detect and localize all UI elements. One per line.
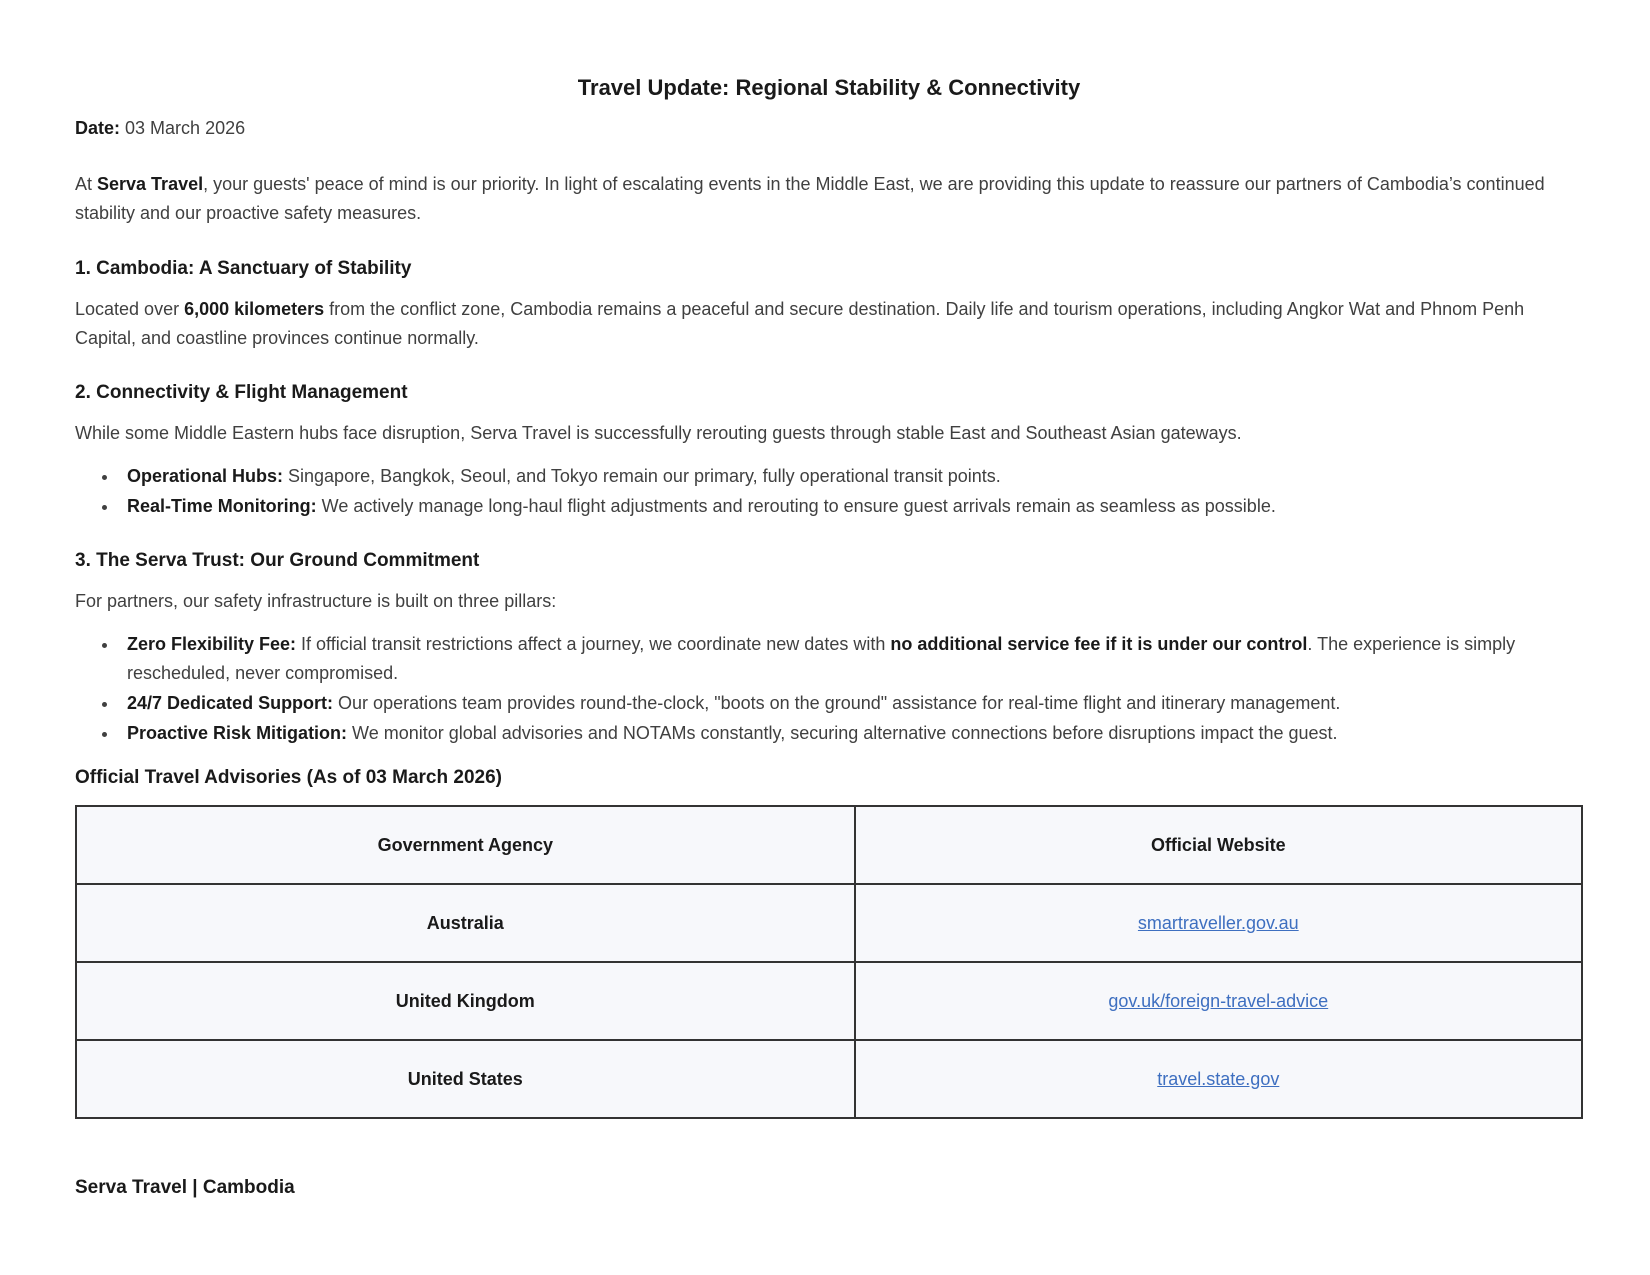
section-3-heading: 3. The Serva Trust: Our Ground Commitment [75,550,480,571]
bullet-zero-flexibility-fee [119,630,1583,688]
table-row [76,1040,1582,1118]
bullet-text: Singapore, Bangkok, Seoul, and Tokyo remain our primary, fully operational transit points. [283,466,1001,486]
website-cell [855,1040,1582,1118]
agency-australia: Australia [76,884,855,962]
intro-post: , your guests' peace of mind is our priority. In light of escalating events in the Middle East, we are providing this update to reassure our partners of Cambodia’s continued stability and our proactive safety measures. [75,174,1545,223]
section-1-text-pre: Located over [75,299,185,319]
link-travel-state-gov[interactable]: travel.state.gov [1157,1068,1280,1089]
bullet-label: Real-Time Monitoring: [127,496,317,516]
website-cell [855,884,1582,962]
bullet-proactive-risk-mitigation [119,719,1583,748]
date-line [75,114,1583,143]
bullet-text-pre: Our operations team provides round-the-clock, "boots on the ground" assistance for real-time flight and itinerary management. [333,693,1341,713]
section-2-paragraph: While some Middle Eastern hubs face disruption, Serva Travel is successfully rerouting guests through stable East and Southeast Asian gateways. [75,423,1242,443]
bullet-label: 24/7 Dedicated Support: [127,693,334,713]
link-gov-uk[interactable]: gov.uk/foreign-travel-advice [1108,990,1329,1011]
agency-united-states: United States [76,1040,855,1118]
section-1-heading: 1. Cambodia: A Sanctuary of Stability [75,258,412,279]
section-2-heading: 2. Connectivity & Flight Management [75,382,408,403]
link-smartraveller[interactable]: smartraveller.gov.au [1137,912,1299,933]
date-label: Date: [75,118,121,138]
bullet-real-time-monitoring [119,492,1583,521]
bullet-text-pre: If official transit restrictions affect a journey, we coordinate new dates with [296,634,891,654]
table-header-row [76,806,1582,884]
advisories-table [75,805,1583,1119]
table-row [76,962,1582,1040]
section-2-bullet-list [75,462,1583,521]
date-value: 03 March 2026 [125,118,246,138]
brand-name: Serva Travel [97,174,204,194]
bullet-text-bold: no additional service fee if it is under our control [890,634,1308,654]
bullet-text: We actively manage long-haul flight adjustments and rerouting to ensure guest arrivals remain as seamless as possible. [316,496,1276,516]
page-title: Travel Update: Regional Stability & Connectivity [577,75,1081,100]
document-footer: Serva Travel | Cambodia [75,1177,295,1198]
bullet-text-pre: We monitor global advisories and NOTAMs constantly, securing alternative connections before disruptions impact the guest. [347,723,1338,743]
section-1-paragraph [75,295,1583,353]
website-cell [855,962,1582,1040]
bullet-operational-hubs [119,462,1583,491]
section-1-text-post: from the conflict zone, Cambodia remains a peaceful and secure destination. Daily life and tourism operations, including Angkor Wat and Phnom Penh Capital, and coastline provinces continue normally. [75,299,1525,348]
advisories-heading: Official Travel Advisories (As of 03 March 2026) [75,767,502,788]
table-row [76,884,1582,962]
bullet-label: Zero Flexibility Fee: [127,634,297,654]
intro-pre: At [75,174,98,194]
column-header-government-agency: Government Agency [76,806,855,884]
agency-united-kingdom: United Kingdom [76,962,855,1040]
section-3-paragraph: For partners, our safety infrastructure is built on three pillars: [75,591,557,611]
intro-paragraph [75,170,1583,228]
bullet-dedicated-support [119,689,1583,718]
column-header-official-website: Official Website [855,806,1582,884]
bullet-text-post: . The experience is simply rescheduled, never compromised. [127,634,1516,683]
section-3-bullet-list [75,630,1583,748]
bullet-label: Operational Hubs: [127,466,284,486]
section-1-text-bold: 6,000 kilometers [184,299,325,319]
bullet-label: Proactive Risk Mitigation: [127,723,348,743]
